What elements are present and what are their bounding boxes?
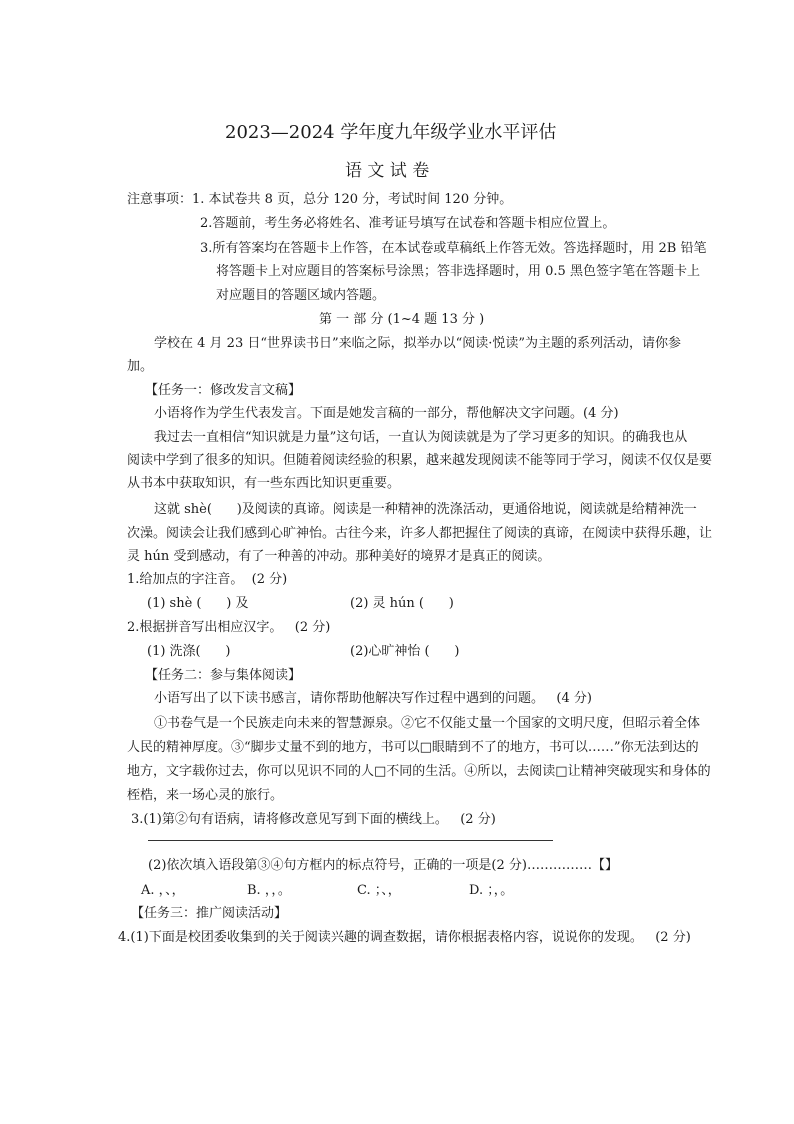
question-2-option-2: (2)心旷神怡 ( ) bbox=[350, 644, 460, 659]
task1-para2-a: 这就 shè( )及阅读的真谛。阅读是一种精神的洗涤活动，更通俗地说，阅读就是给精神洗一 bbox=[154, 502, 697, 517]
notice-line-2: 2.答题前，考生务必将姓名、准考证号填写在试卷和答题卡相应位置上。 bbox=[200, 216, 616, 231]
question-3: 3.(1)第②句有语病，请将修改意见写到下面的横线上。 (2 分) bbox=[131, 812, 496, 827]
task2-desc: 小语写出了以下读书感言，请你帮助他解决写作过程中遇到的问题。 (4 分) bbox=[154, 691, 592, 706]
exam-subtitle: 语 文 试 卷 bbox=[345, 161, 430, 181]
intro-line-a: 学校在 4 月 23 日“世界读书日”来临之际，拟举办以“阅读·悦读”为主题的系列活动，请你参 bbox=[154, 336, 682, 351]
notice-line-1: 注意事项：1. 本试卷共 8 页，总分 120 分，考试时间 120 分钟。 bbox=[127, 192, 513, 207]
exam-title: 2023—2024 学年度九年级学业水平评估 bbox=[225, 122, 557, 143]
task1-para1-b: 阅读中学到了很多的知识。但随着阅读经验的积累，越来越发现阅读不能等同于学习，阅读不仅仅是要 bbox=[127, 453, 713, 468]
question-2-option-1: (1) 洗涤( ) bbox=[147, 644, 231, 659]
question-1-option-2: (2) 灵 hún ( ) bbox=[350, 596, 454, 611]
notice-line-3a: 3.所有答案均在答题卡上作答，在本试卷或草稿纸上作答无效。答选择题时，用 2B 铅笔 bbox=[200, 241, 707, 256]
task3-heading: 【任务三：推广阅读活动】 bbox=[131, 906, 288, 921]
notice-line-3b: 将答题卡上对应题目的答案标号涂黑；答非选择题时，用 0.5 黑色签字笔在答题卡上 bbox=[216, 264, 700, 279]
part-heading: 第 一 部 分 (1~4 题 13 分 ) bbox=[319, 312, 485, 327]
question-3-part-2: (2)依次填入语段第③④句方框内的标点符号，正确的一项是(2 分)……………【】 bbox=[148, 858, 618, 873]
task1-para1-a: 我过去一直相信“知识就是力量”这句话，一直认为阅读就是为了学习更多的知识。的确我也从 bbox=[154, 430, 688, 445]
task1-desc: 小语将作为学生代表发言。下面是她发言稿的一部分，帮他解决文字问题。(4 分) bbox=[154, 406, 619, 421]
task2-para-d: 桎梏，来一场心灵的旅行。 bbox=[127, 788, 284, 803]
question-1: 1.给加点的字注音。 (2 分) bbox=[127, 572, 288, 587]
option-b: B. ，，。 bbox=[247, 883, 291, 898]
question-1-option-1: (1) shè ( ) 及 bbox=[147, 596, 249, 611]
task1-para2-b: 次澡。阅读会让我们感到心旷神怡。古往今来，许多人都把握住了阅读的真谛，在阅读中获得乐趣，让 bbox=[127, 526, 713, 541]
task1-para2-c: 灵 hún 受到感动，有了一种善的冲动。那种美好的境界才是真正的阅读。 bbox=[127, 549, 551, 564]
option-d: D. ；，。 bbox=[469, 883, 514, 898]
task2-para-c: 地方，文字载你过去，你可以见识不同的人□不同的生活。④所以，去阅读□让精神突破现实和身体的 bbox=[127, 764, 711, 779]
question-2: 2.根据拼音写出相应汉字。 (2 分) bbox=[127, 620, 331, 635]
option-c: C. ；、， bbox=[357, 883, 401, 898]
answer-line bbox=[148, 840, 553, 841]
intro-line-b: 加。 bbox=[127, 359, 154, 374]
notice-line-3c: 对应题目的答题区域内答题。 bbox=[216, 288, 386, 303]
option-a: A. ，、， bbox=[141, 883, 185, 898]
task2-para-b: 人民的精神厚度。③“脚步丈量不到的地方，书可以□眼睛到不了的地方，书可以……”你无法到达的 bbox=[127, 740, 699, 755]
task1-heading: 【任务一：修改发言文稿】 bbox=[145, 383, 302, 398]
task2-heading: 【任务二：参与集体阅读】 bbox=[145, 668, 302, 683]
question-4: 4.(1)下面是校团委收集到的关于阅读兴趣的调查数据，请你根据表格内容，说说你的发现。 (2 分) bbox=[118, 930, 691, 945]
task1-para1-c: 从书本中获取知识，有一些东西比知识更重要。 bbox=[127, 476, 401, 491]
task2-para-a: ①书卷气是一个民族走向未来的智慧源泉。②它不仅能丈量一个国家的文明尺度，但昭示着全体 bbox=[154, 716, 701, 731]
